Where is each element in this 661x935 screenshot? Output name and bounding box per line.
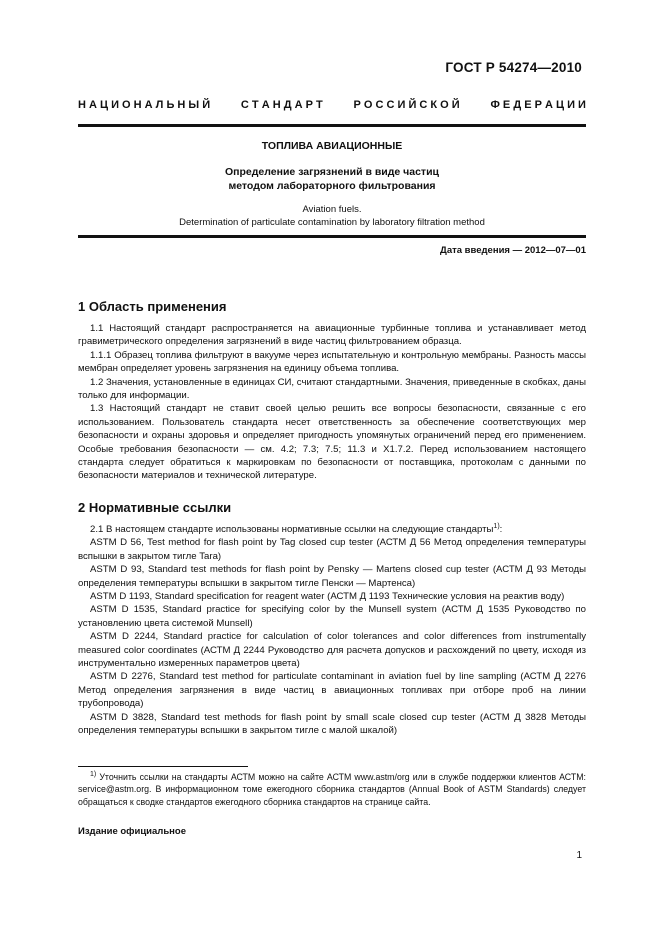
reference-item: ASTM D 3828, Standard test methods for flash point by small scale closed cup tester (АСТМ Д 3828 Методы определения температуры вспышки в закрытом тигле с малой шкалой) bbox=[78, 711, 586, 737]
official-edition-label: Издание официальное bbox=[78, 826, 186, 837]
reference-item: ASTM D 2276, Standard test method for particulate contaminant in aviation fuel by line sampling (АСТМ Д 2276 Метод определения загрязнения в виде частиц в авиационных топливах при отборе проб на линии трубопровода) bbox=[78, 671, 586, 710]
banner-word: Ф Е Д Е Р А Ц И И bbox=[490, 99, 586, 111]
refs-intro-end: : bbox=[499, 524, 503, 535]
doc-title: ТОПЛИВА АВИАЦИОННЫЕ bbox=[261, 140, 403, 152]
doc-number: ГОСТ Р 54274—2010 bbox=[445, 60, 582, 75]
banner-word: С Т А Н Д А Р Т bbox=[240, 99, 323, 111]
section-2-body bbox=[78, 523, 586, 738]
section-1-body bbox=[78, 322, 586, 483]
banner-word: Н А Ц И О Н А Л Ь Н Ы Й bbox=[78, 99, 211, 111]
section-2-heading: 2 Нормативные ссылки bbox=[78, 500, 232, 515]
refs-intro: 2.1 В настоящем стандарте использованы нормативные ссылки на следующие стандарты bbox=[90, 524, 494, 535]
subtitle-line: Определение загрязнений в виде частиц bbox=[225, 166, 439, 178]
paragraph: 1.1.1 Образец топлива фильтруют в вакууме через испытательную и контрольную мембраны. Разность массы мембран определяет уровень загрязнения на единицу объема топлива. bbox=[78, 349, 586, 375]
paragraph: 1.2 Значения, установленные в единицах СИ, считают стандартными. Значения, приведенные в скобках, даны только для информации. bbox=[78, 376, 586, 402]
footnote-ref: 1) bbox=[493, 522, 500, 530]
footnote-text bbox=[78, 771, 586, 808]
reference-item: ASTM D 1193, Standard specification for reagent water (АСТМ Д 1193 Технические условия на реактив воду) bbox=[90, 591, 565, 603]
reference-item: ASTM D 56, Test method for flash point by Tag closed cup tester (АСТМ Д 56 Метод определения температуры вспышки в закрытом тигле Tara) bbox=[78, 537, 586, 562]
footnote-separator bbox=[78, 766, 248, 767]
page-number: 1 bbox=[576, 850, 582, 861]
footnote bbox=[78, 771, 586, 808]
english-title bbox=[78, 203, 586, 229]
paragraph bbox=[78, 523, 586, 536]
english-title-line: Aviation fuels. bbox=[302, 204, 362, 215]
national-standard-banner bbox=[78, 99, 586, 111]
footnote-marker: 1) bbox=[90, 771, 97, 779]
introduction-date: Дата введения — 2012—07—01 bbox=[440, 245, 586, 256]
section-1-heading: 1 Область применения bbox=[78, 299, 227, 314]
subtitle-line: методом лабораторного фильтрования bbox=[228, 180, 436, 192]
reference-item: ASTM D 1535, Standard practice for specifying color by the Munsell system (АСТМ Д 1535 Руководство по установлению цвета системой Munsell) bbox=[78, 604, 586, 629]
title-rule-bottom bbox=[78, 235, 586, 238]
doc-subtitle bbox=[78, 165, 586, 193]
footnote-body: Уточнить ссылки на стандарты АСТМ можно на сайте АСТМ www.astm/org или в службе поддержки клиентов АСТМ: service@astm.org. В информационном томе ежегодного сборника стандартов (Annual Book of ASTM Standards) следует обращаться к сводке стандартов ежегодного сборника стандартов на странице сайта. bbox=[78, 772, 586, 807]
paragraph: 1.3 Настоящий стандарт не ставит своей целью решить все вопросы безопасности, связанные с его использованием. Пользователь стандарта несет ответственность за обеспечение соответствующих мер безопасности и охраны здоровья и определяет пригодность упомянутых ограничений перед его применением. Особые требования безопасности — см. 4.2; 7.3; 7.5; 11.3 и X1.7.2. Перед использованием настоящего стандарта следует обратиться к маркировкам по безопасности от поставщика, протоколам с данными по безопасности материалов и технической литературе. bbox=[78, 403, 586, 482]
reference-item: ASTM D 93, Standard test methods for flash point by Pensky — Martens closed cup tester (АСТМ Д 93 Методы определения температуры вспышки в закрытом тигле Пенски — Мартенса) bbox=[78, 564, 586, 589]
english-title-line: Determination of particulate contamination by laboratory filtration method bbox=[179, 217, 485, 228]
title-rule-top bbox=[78, 124, 586, 127]
paragraph: 1.1 Настоящий стандарт распространяется на авиационные турбинные топлива и устанавливает метод гравиметрического определения загрязнений в виде частиц фильтрованием образца. bbox=[78, 323, 586, 348]
reference-item: ASTM D 2244, Standard practice for calculation of color tolerances and color differences from instrumentally measured color coordinates (АСТМ Д 2244 Руководство для расчета допусков и расхождений по цвету, исходя из инструментально измеренных параметров цвета) bbox=[78, 631, 586, 670]
banner-word: Р О С С И Й С К О Й bbox=[353, 99, 460, 111]
